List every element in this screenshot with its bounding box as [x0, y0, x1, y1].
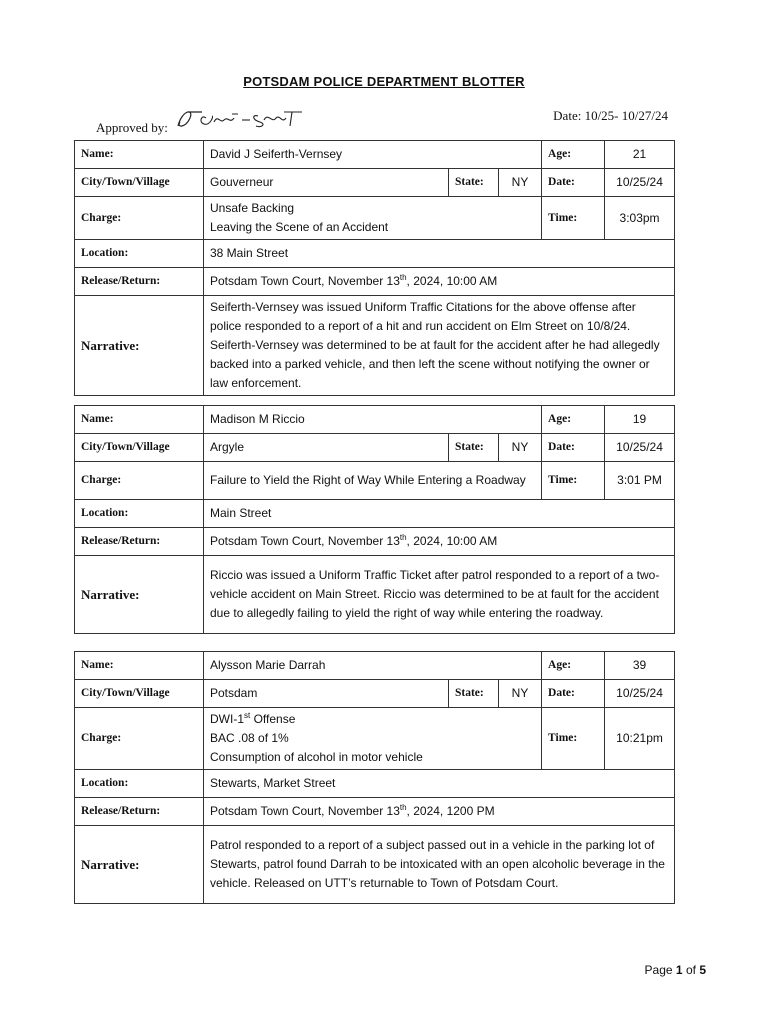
blotter-record [74, 405, 675, 634]
location-label: Location: [75, 240, 204, 268]
approved-label: Approved by: [96, 120, 168, 135]
city-value: Potsdam [204, 680, 449, 708]
city-value: Argyle [204, 434, 449, 462]
release-value [204, 528, 675, 556]
charge-value [204, 708, 542, 770]
state-label: State: [449, 434, 499, 462]
date-value: 10/25/24 [605, 169, 675, 197]
age-label: Age: [542, 652, 605, 680]
date-label: Date: [542, 434, 605, 462]
charge-value [204, 197, 542, 240]
time-label: Time: [542, 197, 605, 240]
city-label: City/Town/Village [75, 434, 204, 462]
narrative-value: Riccio was issued a Uniform Traffic Ticket after patrol responded to a report of a two-vehicle accident on Main Street. Riccio was determined to be at fault for the accident due to allegedly failing to yield the right of way while entering the roadway. [204, 556, 675, 634]
release-court: Potsdam Town Court, November 13 [210, 534, 400, 548]
age-value: 39 [605, 652, 675, 680]
release-datetime: , 2024, 1200 PM [406, 804, 495, 818]
state-value: NY [499, 680, 542, 708]
state-value: NY [499, 434, 542, 462]
charge-value [204, 462, 542, 500]
narrative-value: Patrol responded to a report of a subject passed out in a vehicle in the parking lot of Stewarts, patrol found Darrah to be intoxicated with an open alcoholic beverage in the vehicle. Released on UTT’s returnable to Town of Potsdam Court. [204, 826, 675, 904]
city-label: City/Town/Village [75, 680, 204, 708]
location-label: Location: [75, 770, 204, 798]
page-total: 5 [699, 963, 706, 977]
city-value: Gouverneur [204, 169, 449, 197]
page-word: Page [644, 963, 673, 977]
blotter-record [74, 651, 675, 904]
release-court: Potsdam Town Court, November 13 [210, 804, 400, 818]
location-value: Stewarts, Market Street [204, 770, 675, 798]
charge-line: Leaving the Scene of an Accident [210, 220, 389, 234]
location-value: Main Street [204, 500, 675, 528]
approved-by [96, 106, 308, 136]
charge-label: Charge: [75, 197, 204, 240]
date-value: 10/25/24 [605, 434, 675, 462]
age-label: Age: [542, 406, 605, 434]
date-value: 10/25/24 [605, 680, 675, 708]
name-label: Name: [75, 141, 204, 169]
name-value: Madison M Riccio [204, 406, 542, 434]
state-value: NY [499, 169, 542, 197]
charge-offense: Offense [250, 712, 296, 726]
narrative-label: Narrative: [75, 296, 204, 396]
time-label: Time: [542, 462, 605, 500]
release-label: Release/Return: [75, 528, 204, 556]
charge-ordinal: st [244, 711, 251, 720]
charge-label: Charge: [75, 708, 204, 770]
name-label: Name: [75, 406, 204, 434]
charge-label: Charge: [75, 462, 204, 500]
blotter-date-range: Date: 10/25- 10/27/24 [553, 108, 668, 123]
location-value: 38 Main Street [204, 240, 675, 268]
page-current: 1 [675, 963, 683, 977]
narrative-label: Narrative: [75, 826, 204, 904]
age-value: 21 [605, 141, 675, 169]
blotter-title: POTSDAM POLICE DEPARTMENT BLOTTER [243, 74, 525, 89]
blotter-record [74, 140, 675, 396]
page-number [645, 963, 706, 977]
name-value: David J Seiferth-Vernsey [204, 141, 542, 169]
date-label: Date: [542, 680, 605, 708]
city-label: City/Town/Village [75, 169, 204, 197]
release-ordinal: th [399, 803, 407, 812]
narrative-label: Narrative: [75, 556, 204, 634]
narrative-value: Seiferth-Vernsey was issued Uniform Traffic Citations for the above offense after police responded to a report of a hit and run accident on Elm Street on 10/8/24. Seiferth-Vernsey was determined to be at fault for the accident after he had allegedly backed into a parked vehicle, and then left the scene without notifying the owner or law enforcement. [204, 296, 675, 396]
release-ordinal: th [399, 273, 407, 282]
date-label: Date: [542, 169, 605, 197]
charge-line: Unsafe Backing [210, 201, 295, 215]
state-label: State: [449, 169, 499, 197]
charge-line: BAC .08 of 1% [210, 731, 289, 745]
release-label: Release/Return: [75, 268, 204, 296]
name-value: Alysson Marie Darrah [204, 652, 542, 680]
name-label: Name: [75, 652, 204, 680]
release-datetime: , 2024, 10:00 AM [406, 534, 498, 548]
age-label: Age: [542, 141, 605, 169]
time-value: 3:01 PM [605, 462, 675, 500]
state-label: State: [449, 680, 499, 708]
charge-line: Failure to Yield the Right of Way While Entering a Roadway [210, 473, 526, 487]
release-datetime: , 2024, 10:00 AM [406, 274, 498, 288]
release-court: Potsdam Town Court, November 13 [210, 274, 400, 288]
charge-line: Consumption of alcohol in motor vehicle [210, 750, 423, 764]
location-label: Location: [75, 500, 204, 528]
release-value [204, 798, 675, 826]
age-value: 19 [605, 406, 675, 434]
page-of: of [685, 963, 696, 977]
charge-dwi: DWI-1 [210, 712, 244, 726]
release-ordinal: th [399, 533, 407, 542]
release-label: Release/Return: [75, 798, 204, 826]
signature-image [172, 106, 308, 136]
time-value: 10:21pm [605, 708, 675, 770]
time-value: 3:03pm [605, 197, 675, 240]
charge-line [210, 710, 535, 729]
time-label: Time: [542, 708, 605, 770]
release-value [204, 268, 675, 296]
